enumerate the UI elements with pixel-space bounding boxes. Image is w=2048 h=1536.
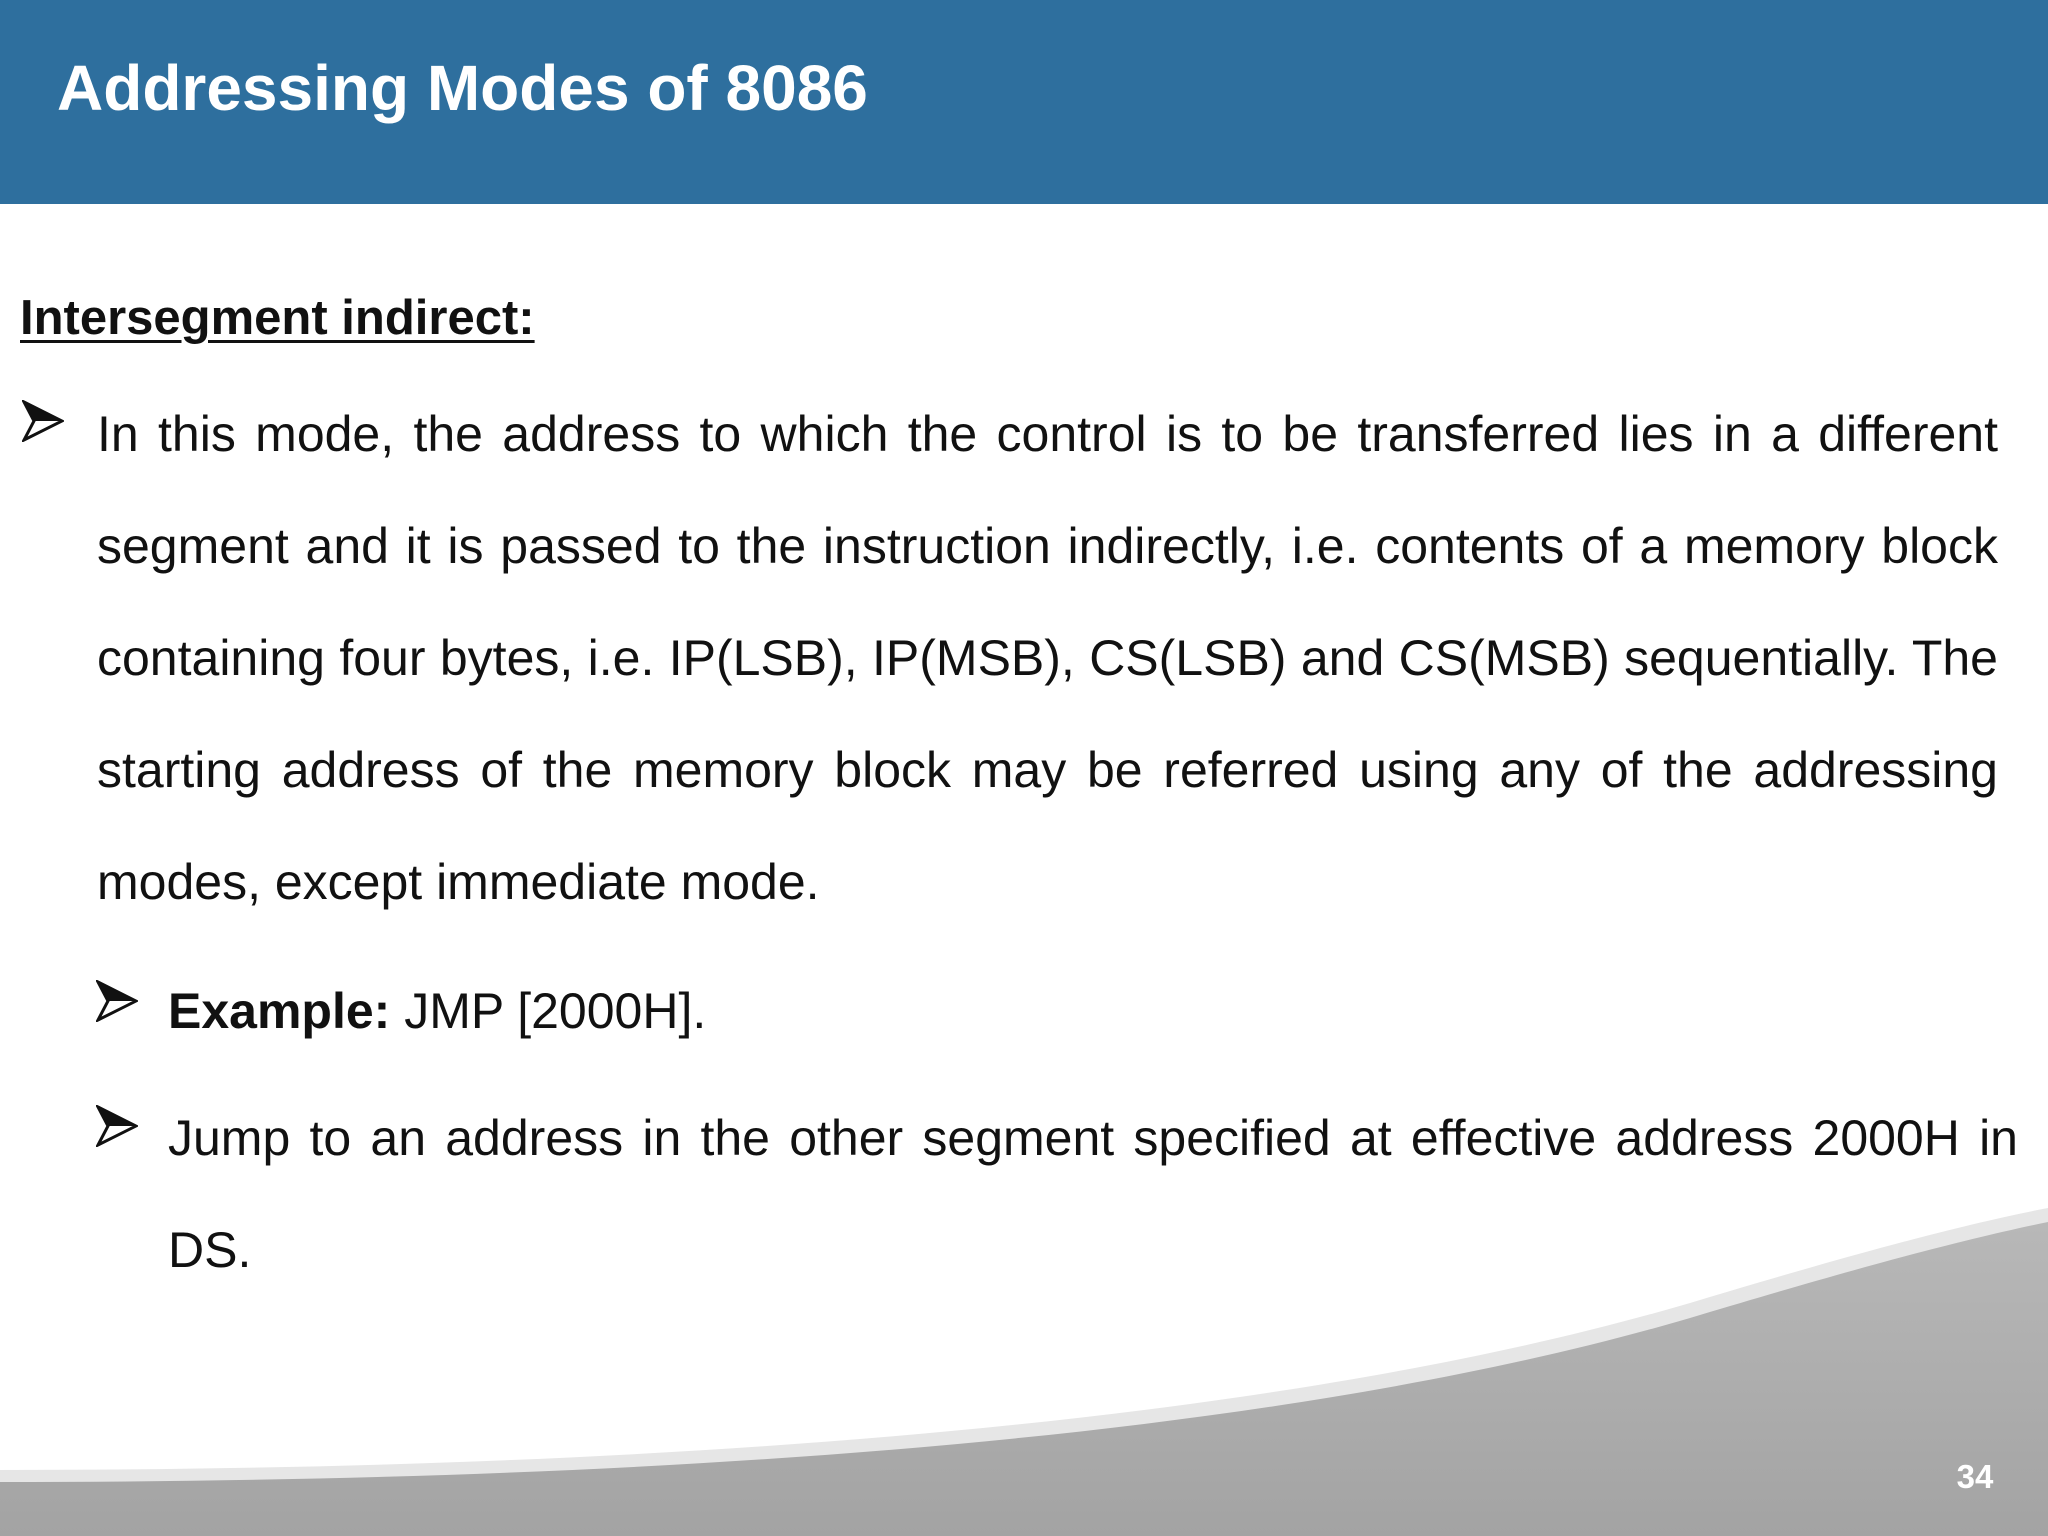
arrowhead-bullet-icon	[22, 400, 64, 442]
jump-bullet-text: Jump to an address in the other segment specified at effective address 2000H in DS.	[168, 1110, 2018, 1278]
example-label: Example:	[168, 983, 391, 1039]
footer-wave-decoration	[0, 1190, 2048, 1536]
arrowhead-bullet-icon	[96, 980, 138, 1022]
example-text: JMP [2000H].	[390, 983, 707, 1039]
section-heading: Intersegment indirect:	[20, 291, 535, 345]
page-number: 34	[1956, 1458, 1994, 1495]
slide-title: Addressing Modes of 8086	[57, 52, 868, 124]
arrowhead-bullet-icon	[96, 1105, 138, 1147]
main-bullet-text: In this mode, the address to which the control is to be transferred lies in a different segment and it is passed to the instruction indirectly, i.e. contents of a memory block containing four bytes, i.e. IP(LSB), IP(MSB), CS(LSB) and CS(MSB) sequentially. The starting address of the memory block may be referred using any of the addressing modes, except immediate mode.	[97, 406, 1998, 910]
header-bar	[0, 0, 2048, 204]
example-bullet	[168, 955, 1998, 1067]
